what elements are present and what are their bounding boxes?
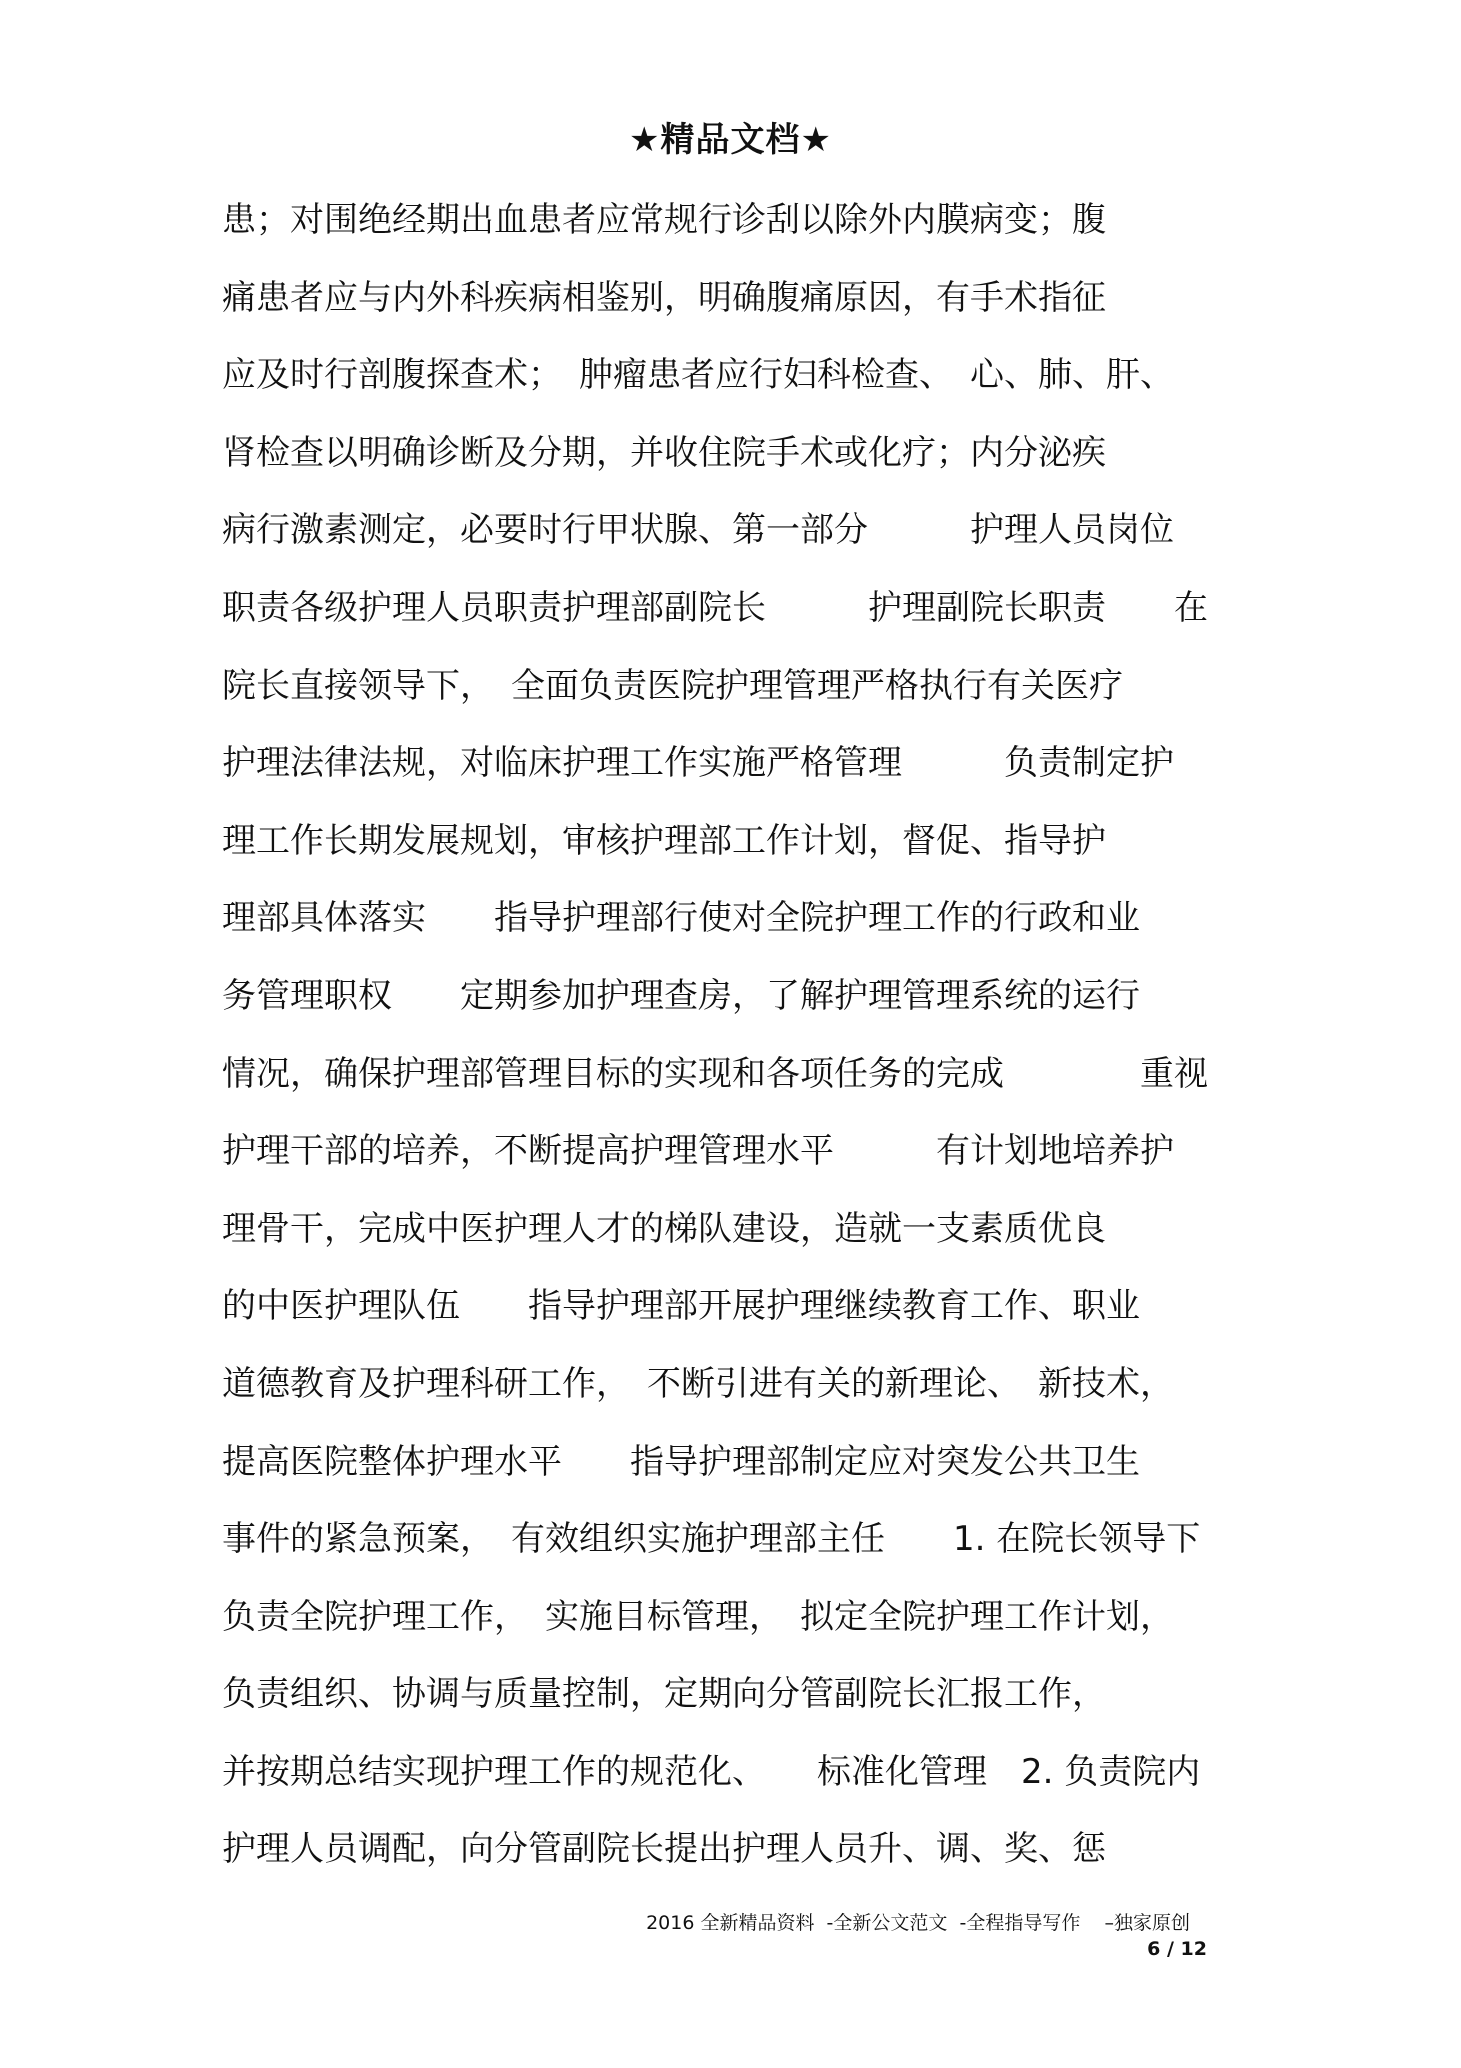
text-line: 院长直接领导下， 全面负责医院护理管理严格执行有关医疗 (222, 665, 1123, 706)
body-text (222, 190, 1262, 1897)
text-line: 护理人员调配，向分管副院长提出护理人员升、调、奖、惩 (222, 1829, 1106, 1870)
text-line: 应及时行剖腹探查术； 肿瘤患者应行妇科检查、 心、肺、肝、 (222, 355, 1174, 396)
text-line: 理工作长期发展规划，审核护理部工作计划，督促、指导护 (222, 820, 1106, 861)
text-line: 护理法律法规，对临床护理工作实施严格管理 负责制定护 (222, 743, 1174, 784)
text-line: 提高医院整体护理水平 指导护理部制定应对突发公共卫生 (222, 1441, 1140, 1482)
footer-note: 2016 全新精品资料 -全新公文范文 -全程指导写作 –独家原创 (646, 1912, 1190, 1934)
text-line: 痛患者应与内外科疾病相鉴别，明确腹痛原因，有手术指征 (222, 277, 1106, 318)
text-line: 理部具体落实 指导护理部行使对全院护理工作的行政和业 (222, 898, 1140, 939)
text-line: 职责各级护理人员职责护理部副院长 护理副院长职责 在 (222, 587, 1208, 628)
text-line: 情况，确保护理部管理目标的实现和各项任务的完成 重视 (222, 1053, 1208, 1094)
text-line: 的中医护理队伍 指导护理部开展护理继续教育工作、职业 (222, 1286, 1140, 1327)
text-line: 肾检查以明确诊断及分期，并收住院手术或化疗；内分泌疾 (222, 432, 1106, 473)
text-line: 理骨干，完成中医护理人才的梯队建设，造就一支素质优良 (222, 1208, 1106, 1249)
text-line: 务管理职权 定期参加护理查房，了解护理管理系统的运行 (222, 975, 1140, 1016)
page-number: 6 / 12 (1147, 1938, 1207, 1960)
text-line: 病行激素测定，必要时行甲状腺、第一部分 护理人员岗位 (222, 510, 1174, 551)
text-line: 事件的紧急预案， 有效组织实施护理部主任 1. 在院长领导下 (222, 1519, 1201, 1560)
text-line: 并按期总结实现护理工作的规范化、 标准化管理 2. 负责院内 (222, 1751, 1201, 1792)
text-line: 患；对围绝经期出血患者应常规行诊刮以除外内膜病变；腹 (222, 200, 1106, 240)
text-line: 负责全院护理工作， 实施目标管理， 拟定全院护理工作计划， (222, 1596, 1174, 1637)
text-line: 负责组织、协调与质量控制，定期向分管副院长汇报工作， (222, 1674, 1106, 1715)
text-line: 护理干部的培养，不断提高护理管理水平 有计划地培养护 (222, 1131, 1174, 1172)
text-line: 道德教育及护理科研工作， 不断引进有关的新理论、 新技术， (222, 1363, 1174, 1404)
page-title: ★精品文档★ (629, 120, 832, 160)
